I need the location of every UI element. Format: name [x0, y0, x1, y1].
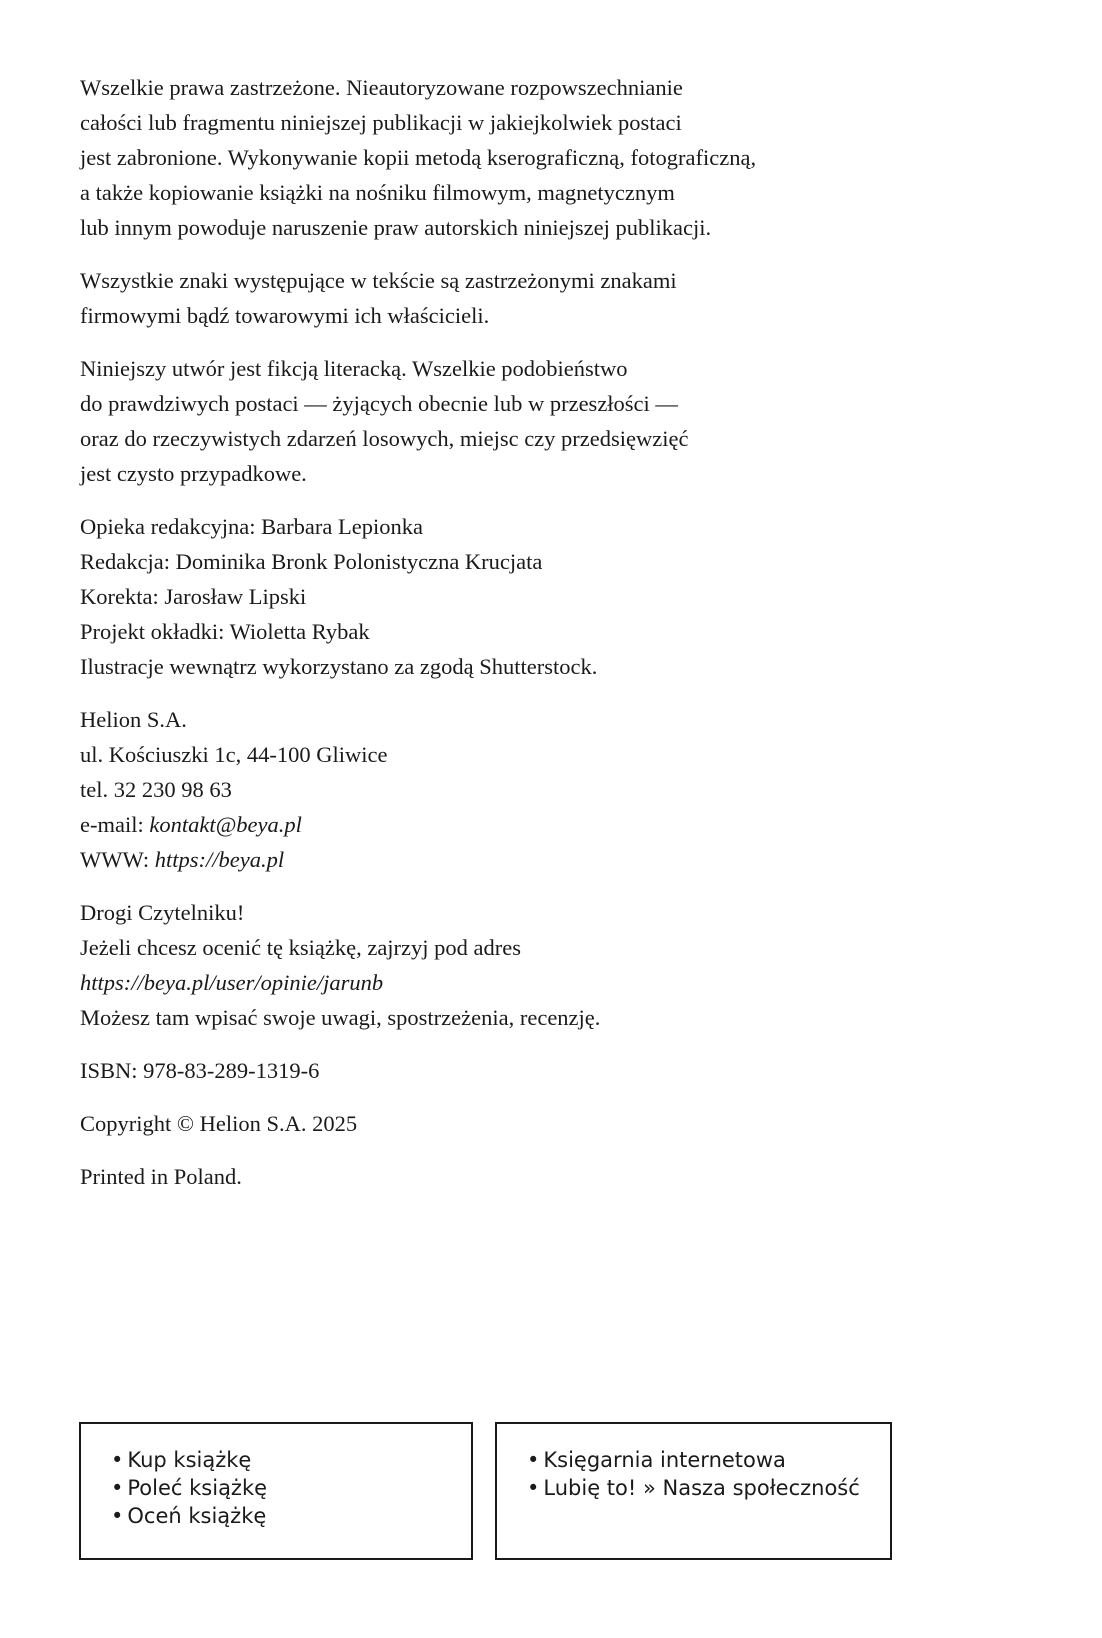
online-bookstore-label: Księgarnia internetowa [543, 1448, 786, 1472]
bullet-icon: • [111, 1448, 124, 1472]
rights-line: a także kopiowanie książki na nośniku filmowym, magnetycznym [80, 180, 675, 205]
reader-greeting: Drogi Czytelniku! [80, 900, 245, 925]
credit-illustrations: Ilustracje wewnątrz wykorzystano za zgodą Shutterstock. [80, 654, 598, 679]
publisher-email-link[interactable]: kontakt@beya.pl [149, 812, 302, 837]
bullet-icon: • [111, 1504, 124, 1528]
publisher-phone: tel. 32 230 98 63 [80, 777, 232, 802]
rate-book-link[interactable] [111, 1502, 471, 1530]
trademarks-notice [80, 263, 980, 333]
rights-line: Wszelkie prawa zastrzeżone. Nieautoryzowane rozpowszechnianie [80, 75, 683, 100]
copyright-text: Copyright © Helion S.A. 2025 [80, 1111, 358, 1136]
rights-notice [80, 70, 980, 245]
rights-line: całości lub fragmentu niniejszej publikacji w jakiejkolwiek postaci [80, 110, 682, 135]
community-link[interactable] [527, 1474, 890, 1502]
publisher-email-line [80, 807, 980, 842]
fiction-line: do prawdziwych postaci — żyjących obecnie lub w przeszłości — [80, 391, 678, 416]
trademarks-line: firmowymi bądź towarowymi ich właścicieli. [80, 303, 490, 328]
bullet-icon: • [111, 1476, 124, 1500]
imprint-page [80, 70, 980, 1212]
bullet-icon: • [527, 1448, 540, 1472]
credit-editing: Redakcja: Dominika Bronk Polonistyczna Krucjata [80, 549, 543, 574]
credit-cover-design: Projekt okładki: Wioletta Rybak [80, 619, 370, 644]
rate-book-label: Oceń książkę [127, 1504, 267, 1528]
rights-line: lub innym powoduje naruszenie praw autorskich niniejszej publikacji. [80, 215, 712, 240]
bullet-icon: • [527, 1476, 540, 1500]
publisher-www-line [80, 842, 980, 877]
publisher-info [80, 702, 980, 877]
www-label: WWW: [80, 847, 155, 872]
publisher-name: Helion S.A. [80, 707, 187, 732]
reader-line-1: Jeżeli chcesz ocenić tę książkę, zajrzyj pod adres [80, 935, 522, 960]
trademarks-line: Wszystkie znaki występujące w tekście są zastrzeżonymi znakami [80, 268, 677, 293]
fiction-line: Niniejszy utwór jest fikcją literacką. Wszelkie podobieństwo [80, 356, 628, 381]
community-label: Lubię to! » Nasza społeczność [543, 1476, 860, 1500]
recommend-book-link[interactable] [111, 1474, 471, 1502]
buy-book-link[interactable] [111, 1446, 471, 1474]
reader-line-2: Możesz tam wpisać swoje uwagi, spostrzeżenia, recenzję. [80, 1005, 601, 1030]
fiction-line: oraz do rzeczywistych zdarzeń losowych, miejsc czy przedsięwzięć [80, 426, 689, 451]
reader-note [80, 895, 980, 1035]
publisher-www-link[interactable]: https://beya.pl [154, 847, 285, 872]
credit-editor-care: Opieka redakcyjna: Barbara Lepionka [80, 514, 423, 539]
email-label: e-mail: [80, 812, 150, 837]
online-bookstore-link[interactable] [527, 1446, 890, 1474]
book-actions-box [79, 1422, 473, 1560]
isbn-text: ISBN: 978-83-289-1319-6 [80, 1058, 320, 1083]
rights-line: jest zabronione. Wykonywanie kopii metodą kserograficzną, fotograficzną, [80, 145, 757, 170]
publisher-address: ul. Kościuszki 1c, 44-100 Gliwice [80, 742, 388, 767]
fiction-notice [80, 351, 980, 491]
link-boxes [79, 1422, 892, 1564]
recommend-book-label: Poleć książkę [127, 1476, 268, 1500]
printed-in-text: Printed in Poland. [80, 1164, 242, 1189]
reader-opinion-link[interactable]: https://beya.pl/user/opinie/jarunb [80, 970, 384, 995]
fiction-line: jest czysto przypadkowe. [80, 461, 307, 486]
buy-book-label: Kup książkę [127, 1448, 252, 1472]
credits [80, 509, 980, 684]
store-links-box [495, 1422, 892, 1560]
isbn [80, 1053, 980, 1088]
copyright [80, 1106, 980, 1141]
printed-in [80, 1159, 980, 1194]
credit-proofreading: Korekta: Jarosław Lipski [80, 584, 307, 609]
